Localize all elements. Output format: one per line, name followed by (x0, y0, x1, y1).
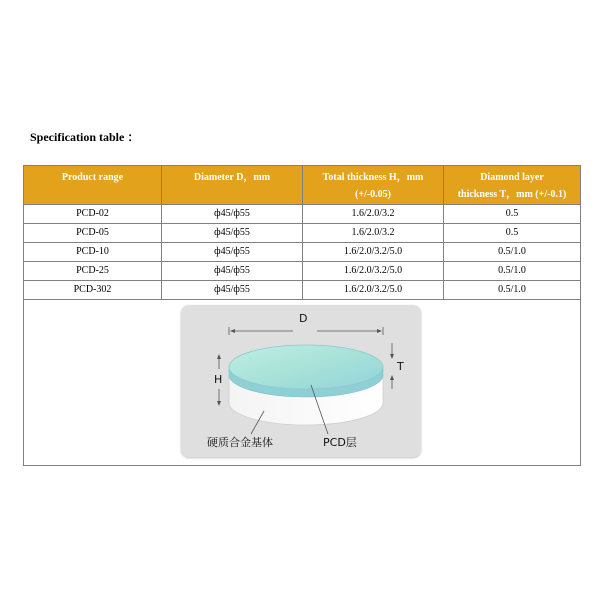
cell-diamond-thickness: 0.5/1.0 (444, 262, 581, 281)
table-row (24, 205, 581, 224)
cell-diamond-thickness: 0.5 (444, 224, 581, 243)
thickness-label: T (397, 360, 404, 373)
cell-diameter: ф45/ф55 (162, 281, 303, 300)
header-product-range (24, 166, 162, 205)
cell-product: PCD-302 (24, 281, 162, 300)
cell-diameter: ф45/ф55 (162, 224, 303, 243)
header-line: (+/-0.05) (355, 189, 391, 200)
cell-product: PCD-02 (24, 205, 162, 224)
cell-diamond-thickness: 0.5/1.0 (444, 243, 581, 262)
cell-total-thickness: 1.6/2.0/3.2/5.0 (303, 262, 444, 281)
table-row (24, 224, 581, 243)
header-line: Product range (61, 172, 124, 183)
cell-diamond-thickness: 0.5/1.0 (444, 281, 581, 300)
header-diameter (162, 166, 303, 205)
header-diamond-layer (444, 166, 581, 205)
cell-total-thickness: 1.6/2.0/3.2/5.0 (303, 243, 444, 262)
cell-product: PCD-25 (24, 262, 162, 281)
table-row (24, 243, 581, 262)
section-title: Specification table ： (30, 130, 140, 144)
dimension-d (229, 327, 383, 335)
cell-diameter: ф45/ф55 (162, 205, 303, 224)
header-line: thickness T，mm (+/-0.1) (457, 189, 567, 200)
specification-table (23, 165, 581, 466)
substrate-label: 硬质合金基体 (207, 436, 273, 449)
cell-total-thickness: 1.6/2.0/3.2 (303, 224, 444, 243)
table-row (24, 281, 581, 300)
figure-row (24, 300, 581, 466)
cell-total-thickness: 1.6/2.0/3.2/5.0 (303, 281, 444, 300)
cell-product: PCD-10 (24, 243, 162, 262)
dimension-t (390, 343, 394, 389)
header-total-thickness (303, 166, 444, 205)
pcd-blank-diagram (181, 305, 421, 457)
pcd-layer-label: PCD层 (323, 436, 357, 449)
cell-diamond-thickness: 0.5 (444, 205, 581, 224)
header-line: Total thickness H，mm (322, 172, 424, 183)
cell-total-thickness: 1.6/2.0/3.2 (303, 205, 444, 224)
table-row (24, 262, 581, 281)
disc-body (229, 345, 383, 425)
header-line: Diameter D，mm (193, 172, 271, 183)
cell-product: PCD-05 (24, 224, 162, 243)
diameter-label: D (299, 312, 308, 325)
figure-cell (24, 300, 581, 466)
header-line: Diamond layer (480, 172, 544, 183)
cell-diameter: ф45/ф55 (162, 243, 303, 262)
cell-diameter: ф45/ф55 (162, 262, 303, 281)
table-header-row (24, 166, 581, 205)
height-label: H (214, 373, 223, 386)
